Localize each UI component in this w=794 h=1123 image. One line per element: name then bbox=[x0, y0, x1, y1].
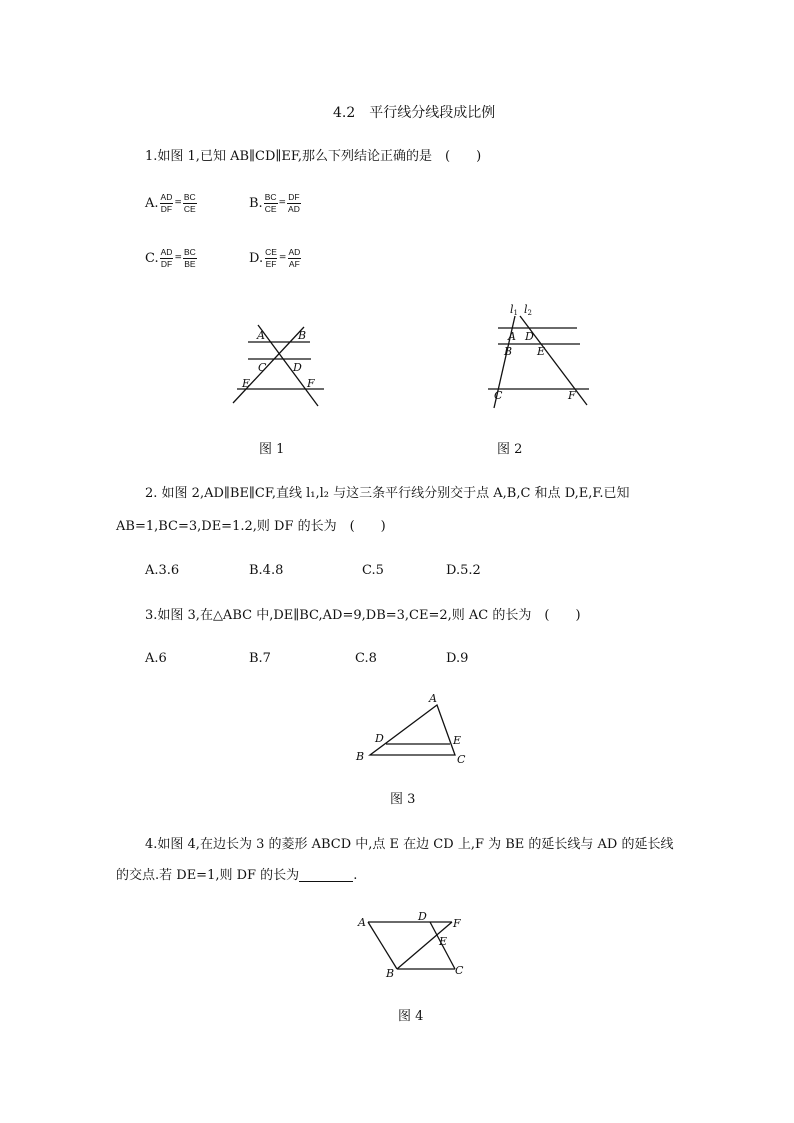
fraction-denominator: EF bbox=[265, 258, 277, 269]
figure-4-caption: 图 4 bbox=[398, 1009, 424, 1024]
q3-option-a: A.6 bbox=[145, 651, 167, 666]
q1-option-c: C. $\frac{AD}{DF}$ = $\frac{BC}{BE}$ bbox=[145, 247, 196, 269]
label-e: E bbox=[453, 734, 462, 747]
label-c: C bbox=[494, 389, 503, 402]
q2-option-d: D.5.2 bbox=[446, 563, 481, 578]
label-a: A bbox=[257, 329, 265, 342]
label-d: D bbox=[375, 732, 384, 745]
fraction-numerator: AD bbox=[288, 247, 301, 257]
question-4-line-1: 4.如图 4,在边长为 3 的菱形 ABCD 中,点 E 在边 CD 上,F 为 BE 的延长线与 AD 的延长线 bbox=[145, 837, 674, 852]
label-a: A bbox=[429, 692, 437, 705]
question-4-line-2-text: 的交点.若 DE=1,则 DF 的长为 bbox=[116, 868, 300, 883]
label-f: F bbox=[568, 389, 576, 402]
label-b: B bbox=[356, 750, 365, 763]
label-e: E bbox=[439, 935, 448, 948]
label-b: B bbox=[386, 967, 395, 980]
fraction-denominator: DF bbox=[160, 258, 173, 269]
figure-1-caption: 图 1 bbox=[259, 442, 285, 457]
page-title: 4.2 平行线分线段成比例 bbox=[333, 105, 496, 121]
label-c: C bbox=[455, 964, 464, 977]
q2-option-c: C.5 bbox=[362, 563, 384, 578]
label-d: D bbox=[293, 361, 302, 374]
option-letter: C. bbox=[145, 250, 159, 266]
fraction-denominator: AF bbox=[288, 258, 300, 269]
label-l1: l1 bbox=[510, 303, 518, 317]
fraction-numerator: AD bbox=[160, 247, 173, 257]
q3-option-c: C.8 bbox=[355, 651, 377, 666]
label-a: A bbox=[508, 330, 516, 343]
label-d: D bbox=[418, 910, 427, 923]
figure-2-caption: 图 2 bbox=[497, 442, 523, 457]
q3-option-d: D.9 bbox=[446, 651, 469, 666]
label-f: F bbox=[307, 377, 315, 390]
label-b: B bbox=[298, 329, 307, 342]
label-e: E bbox=[242, 377, 251, 390]
fraction-denominator: DF bbox=[160, 203, 173, 214]
label-c: C bbox=[457, 753, 466, 766]
label-c: C bbox=[258, 361, 267, 374]
question-1-text: 1.如图 1,已知 AB∥CD∥EF,那么下列结论正确的是 ( ) bbox=[145, 149, 482, 164]
question-2-line-1: 2. 如图 2,AD∥BE∥CF,直线 l₁,l₂ 与这三条平行线分别交于点 A,B,C 和点 D,E,F.已知 bbox=[145, 486, 630, 501]
option-letter: D. bbox=[249, 250, 264, 266]
label-f: F bbox=[453, 917, 461, 930]
option-letter: A. bbox=[145, 195, 159, 211]
q2-option-b: B.4.8 bbox=[249, 563, 284, 578]
fraction-numerator: BC bbox=[183, 247, 196, 257]
fraction-denominator: AD bbox=[288, 203, 300, 214]
side-ab bbox=[368, 922, 397, 969]
fraction-numerator: DF bbox=[288, 192, 300, 202]
question-4-line-2-end: . bbox=[353, 868, 358, 883]
figure-3-caption: 图 3 bbox=[390, 792, 416, 807]
label-e: E bbox=[537, 345, 546, 358]
fraction-denominator: CE bbox=[183, 203, 196, 214]
fraction-numerator: AD bbox=[160, 192, 173, 202]
fraction-denominator: CE bbox=[264, 203, 277, 214]
q1-option-a: A. $\frac{AD}{DF}$ = $\frac{BC}{CE}$ bbox=[145, 192, 196, 214]
fraction-denominator: BE bbox=[184, 258, 196, 269]
fraction-numerator: CE bbox=[265, 247, 277, 257]
label-l2: l2 bbox=[524, 303, 532, 317]
label-d: D bbox=[525, 330, 534, 343]
q3-option-b: B.7 bbox=[249, 651, 271, 666]
option-letter: B. bbox=[249, 195, 263, 211]
q1-option-d: D. $\frac{CE}{EF}$ = $\frac{AD}{AF}$ bbox=[249, 247, 301, 269]
q2-option-a: A.3.6 bbox=[145, 563, 180, 578]
label-b: B bbox=[504, 345, 513, 358]
fraction-numerator: BC bbox=[264, 192, 277, 202]
q1-option-b: B. $\frac{BC}{CE}$ = $\frac{DF}{AD}$ bbox=[249, 192, 300, 214]
question-3-text: 3.如图 3,在△ABC 中,DE∥BC,AD=9,DB=3,CE=2,则 AC 的长为 ( ) bbox=[145, 608, 581, 623]
question-2-line-2: AB=1,BC=3,DE=1.2,则 DF 的长为 ( ) bbox=[116, 519, 386, 534]
label-a: A bbox=[358, 916, 366, 929]
fraction-numerator: BC bbox=[183, 192, 196, 202]
